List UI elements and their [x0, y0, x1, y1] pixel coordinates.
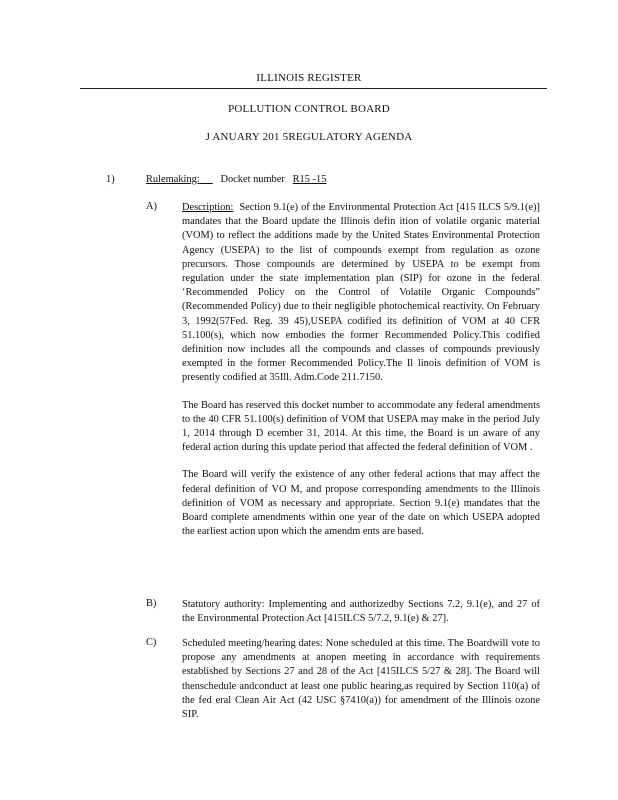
description-text-1: Section 9.1(e) of the Environmental Protection Act [415 ILCS 5/9.1(e)] mandates that the Board update the Illinois defin ition of volatile organic material (VOM) to reflect the additions made by the United States Environmental Protection Agency (USEPA) to the list of compounds exempt from regulation as ozone precursors. Those compounds are determined by USEPA to be exempt from regulation under the state implementation plan (SIP) for ozone in the federal ‘Recommended Policy on the Control of Volatile Organic Compounds” (Recommended Policy) due to their negligible photochemical reactivity. On February 3, 1992(57Fed. Reg. 39 45),USEPA codified its definition of VOM at 40 CFR 51.100(s), which now embodies the former Recommended Policy.This codified definition now includes all the compounds and classes of compounds previously exempted in the former Recommended Policy.The Il linois definition of VOM is presently codified at 35Ill. Adm.Code 211.7150.	[182, 202, 540, 384]
scheduled-meeting-dates: Scheduled meeting/hearing dates: None scheduled at this time. The Boardwill vote to propose any amendments at anopen meeting in accordance with requirements established by Sections 27 and 28 of the Act [415ILCS 5/27 & 28]. The Board will thenschedule andconduct at least one public hearing,as required by Section 110(a) of the fed eral Clean Air Act (42 USC §7410(a)) for amendment of the Illinois ozone SIP.	[182, 638, 540, 721]
section-b-label: B)	[146, 598, 157, 609]
statutory-authority: Statutory authority: Implementing and authorizedby Sections 7.2, 9.1(e), and 27 of the Environmental Protection Act [415ILCS 5/7.2, 9.1(e) & 27].	[182, 599, 540, 625]
agenda-title: J ANUARY 201 5REGULATORY AGENDA	[205, 131, 413, 143]
header-rule	[80, 88, 547, 89]
description-paragraph-1	[182, 201, 540, 386]
docket-number: R15 -15	[292, 174, 327, 185]
rulemaking-line	[146, 174, 326, 185]
description-label: Description:	[182, 202, 234, 213]
board-name: POLLUTION CONTROL BOARD	[228, 103, 390, 115]
description-paragraph-2: The Board has reserved this docket number to accommodate any federal amendments to the 40 CFR 51.100(s) definition of VOM that USEPA may make in the period July 1, 2014 through D ecember 31, 2014. At this time, the Board is un aware of any federal action during this update period that affected the federal definition of VOM .	[182, 399, 540, 454]
docket-text: Docket number	[220, 174, 285, 185]
description-paragraph-3: The Board will verify the existence of any other federal actions that may affect the federal definition of VO M, and propose corresponding amendments to the Illinois definition of VOM as necessary and appropriate. Section 9.1(e) mandates that the Board complete amendments within one year of the date on which USEPA adopted the earliest action upon which the amendm ents are based.	[182, 469, 540, 538]
section-a-description	[182, 201, 540, 539]
item-number: 1)	[106, 174, 115, 185]
register-title: ILLINOIS REGISTER	[256, 72, 362, 84]
section-a-label: A)	[146, 201, 157, 212]
rulemaking-label: Rulemaking:	[146, 174, 200, 185]
section-c-label: C)	[146, 637, 157, 648]
